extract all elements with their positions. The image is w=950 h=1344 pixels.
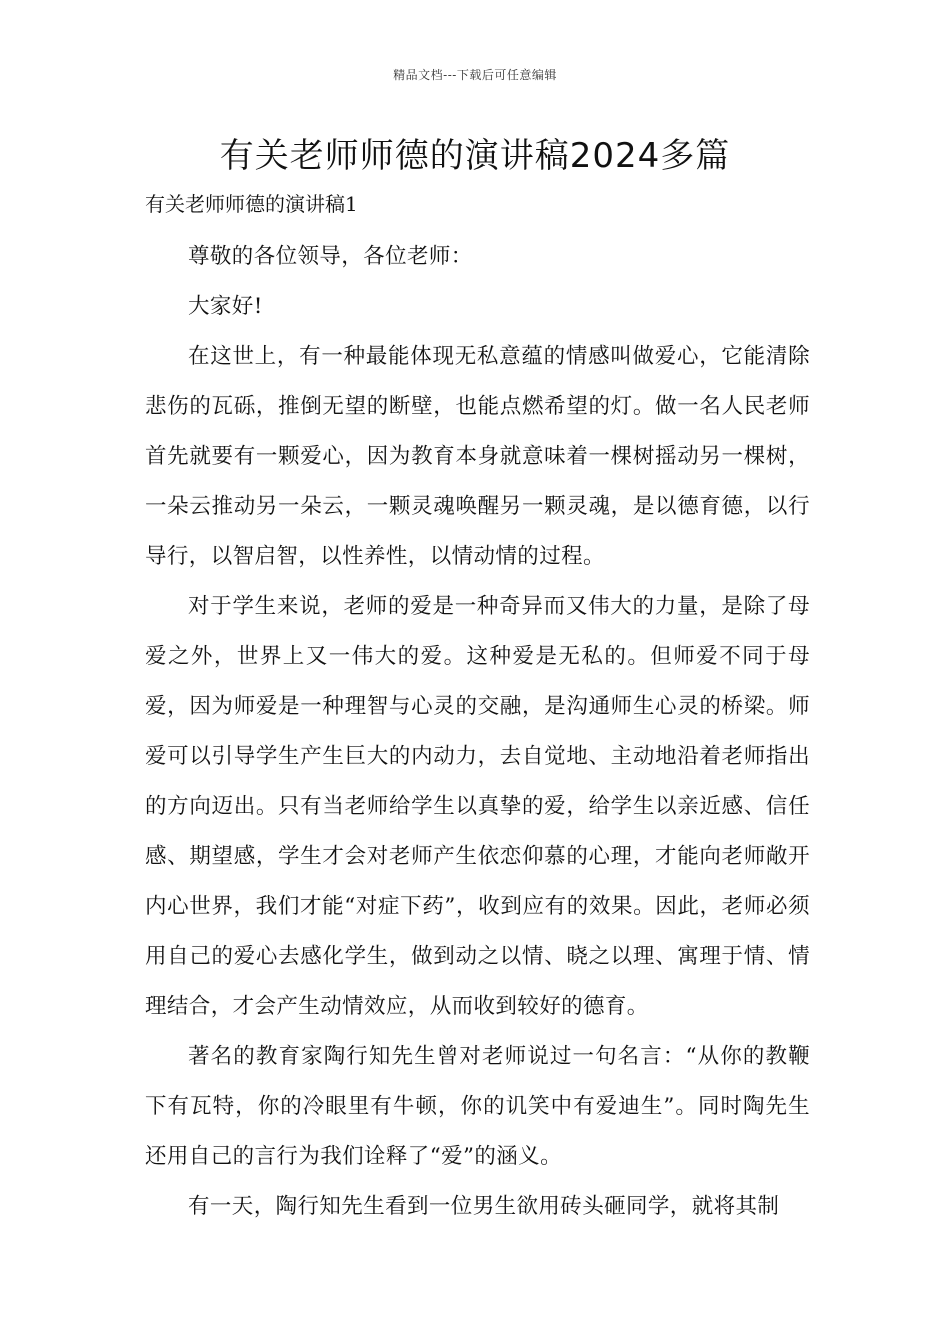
document-title: 有关老师师德的演讲稿2024多篇 [219, 136, 731, 176]
paragraph: 有一天，陶行知先生看到一位男生欲用砖头砸同学，就将其制 [188, 1194, 780, 1219]
paragraph: 对于学生来说，老师的爱是一种奇异而又伟大的力量，是除了母爱之外，世界上又一伟大的爱。这种爱是无私的。但师爱不同于母爱，因为师爱是一种理智与心灵的交融，是沟通师生心灵的桥梁。师爱可以引导学生产生巨大的内动力，去自觉地、主动地沿着老师指出的方向迈出。只有当老师给学生以真挚的爱，给学生以亲近感、信任感、期望感，学生才会对老师产生依恋仰慕的心理，才能向老师敞开内心世界，我们才能“对症下药”，收到应有的效果。因此，老师必须用自己的爱心去感化学生，做到动之以情、晓之以理、寓理于情、情理结合，才会产生动情效应，从而收到较好的德育。 [145, 594, 810, 1019]
header-note: 精品文档---下载后可任意编辑 [393, 68, 557, 82]
paragraph: 在这世上，有一种最能体现无私意蕴的情感叫做爱心，它能清除悲伤的瓦砾，推倒无望的断壁，也能点燃希望的灯。做一名人民老师首先就要有一颗爱心，因为教育本身就意味着一棵树摇动另一棵树，一朵云推动另一朵云，一颗灵魂唤醒另一颗灵魂，是以德育德，以行导行，以智启智，以性养性，以情动情的过程。 [145, 344, 810, 569]
section-heading: 有关老师师德的演讲稿1 [145, 192, 358, 216]
paragraph: 著名的教育家陶行知先生曾对老师说过一句名言：“从你的教鞭下有瓦特，你的冷眼里有牛顿，你的讥笑中有爱迪生”。同时陶先生还用自己的言行为我们诠释了“爱”的涵义。 [145, 1044, 810, 1169]
paragraph-greeting: 大家好! [188, 294, 263, 319]
paragraph-salutation: 尊敬的各位领导，各位老师： [188, 244, 473, 269]
document-body [145, 232, 810, 1232]
